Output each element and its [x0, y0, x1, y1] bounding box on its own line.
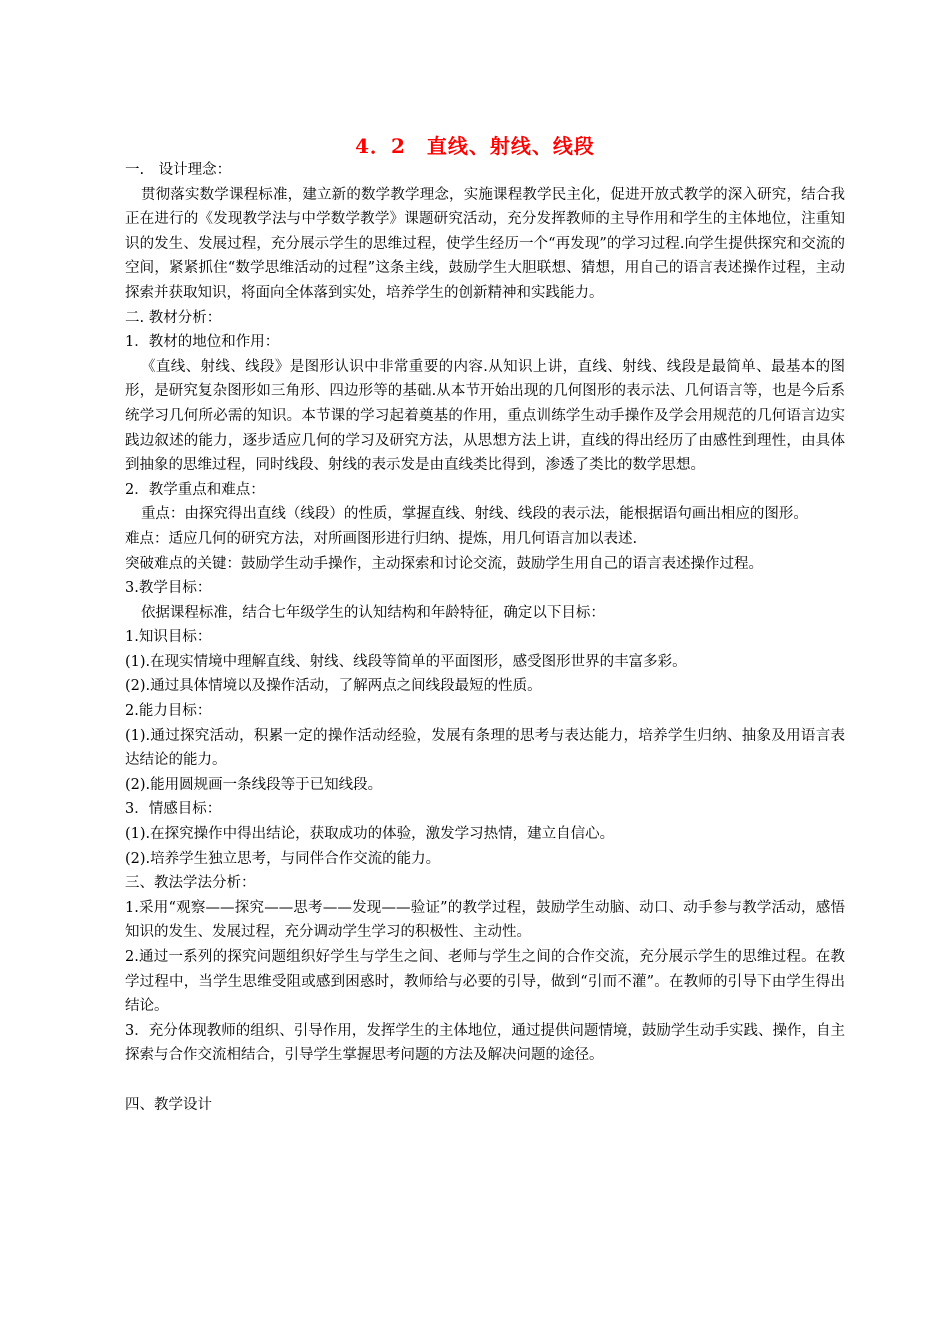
list-item: (2).能用圆规画一条线段等于已知线段。: [125, 776, 383, 793]
document-body: [125, 158, 845, 1117]
list-item: 3．充分体现教师的组织、引导作用，发挥学生的主体地位，通过提供问题情境，鼓励学生动手实践、操作，自主探索与合作交流相结合，引导学生掌握思考问题的方法及解决问题的途径。: [125, 1022, 845, 1064]
subsection-heading: 1.知识目标：: [125, 629, 212, 646]
paragraph: 贯彻落实数学课程标准，建立新的数学教学理念，实施课程教学民主化，促进开放式教学的深入研究，结合我正在进行的《发现教学法与中学数学教学》课题研究活动，充分发挥教师的主导作用和学生的主体地位，注重知识的发生、发展过程，充分展示学生的思维过程，使学生经历一个“再发现”的学习过程.向学生提供探究和交流的空间，紧紧抓住“数学思维活动的过程”这条主线，鼓励学生大胆联想、猜想，用自己的语言表述操作过程，主动探索并获取知识，将面向全体落到实处，培养学生的创新精神和实践能力。: [125, 186, 845, 301]
list-item: 1.采用“观察——探究——思考——发现——验证”的教学过程，鼓励学生动脑、动口、动手参与教学活动，感悟知识的发生、发展过程，充分调动学生学习的积极性、主动性。: [125, 899, 845, 941]
section-heading: 一. 设计理念：: [125, 162, 232, 178]
list-item: (1).通过探究活动，积累一定的操作活动经验，发展有条理的思考与表达能力，培养学生归纳、抽象及用语言表达结论的能力。: [125, 727, 845, 769]
paragraph: 依据课程标准，结合七年级学生的认知结构和年龄特征，确定以下目标：: [140, 604, 605, 621]
subsection-heading: 3．情感目标：: [125, 801, 222, 818]
list-item: (2).培养学生独立思考，与同伴合作交流的能力。: [125, 850, 441, 867]
section-heading: 四、教学设计: [125, 1096, 212, 1113]
list-item: (1).在探究操作中得出结论，获取成功的体验，激发学习热情，建立自信心。: [125, 826, 615, 843]
paragraph: 重点：由探究得出直线（线段）的性质，掌握直线、射线、线段的表示法，能根据语句画出相应的图形。: [140, 506, 808, 523]
list-item: (2).通过具体情境以及操作活动，了解两点之间线段最短的性质。: [125, 678, 542, 695]
list-item: 2.通过一系列的探究问题组织好学生与学生之间、老师与学生之间的合作交流，充分展示学生的思维过程。在教学过程中，当学生思维受阻或感到困惑时，教师给与必要的引导，做到“引而不灌”。在教师的引导下由学生得出结论。: [125, 949, 845, 1015]
document-title: 4．2 直线、射线、线段: [355, 134, 595, 158]
subsection-heading: 1．教材的地位和作用：: [125, 334, 280, 351]
paragraph: 突破难点的关键：鼓励学生动手操作，主动探索和讨论交流，鼓励学生用自己的语言表述操作过程。: [125, 555, 763, 572]
paragraph: 难点：适应几何的研究方法，对所画图形进行归纳、提炼，用几何语言加以表述.: [125, 530, 638, 547]
section-heading: 三、教法学法分析：: [125, 875, 256, 892]
section-heading: 二. 教材分析：: [125, 309, 222, 326]
subsection-heading: 3.教学目标：: [125, 580, 212, 597]
list-item: (1).在现实情境中理解直线、射线、线段等简单的平面图形，感受图形世界的丰富多彩。: [125, 653, 687, 670]
paragraph: 《直线、射线、线段》是图形认识中非常重要的内容.从知识上讲，直线、射线、线段是最简单、最基本的图形，是研究复杂图形如三角形、四边形等的基础.从本节开始出现的几何图形的表示法、几何语言等，也是今后系统学习几何所必需的知识。本节课的学习起着奠基的作用，重点训练学生动手操作及学会用规范的几何语言边实践边叙述的能力，逐步适应几何的学习及研究方法，从思想方法上讲，直线的得出经历了由感性到理性，由具体到抽象的思维过程，同时线段、射线的表示发是由直线类比得到，渗透了类比的数学思想。: [125, 358, 845, 474]
subsection-heading: 2．教学重点和难点：: [125, 481, 265, 498]
blank-line: [125, 1068, 845, 1093]
subsection-heading: 2.能力目标：: [125, 703, 212, 720]
